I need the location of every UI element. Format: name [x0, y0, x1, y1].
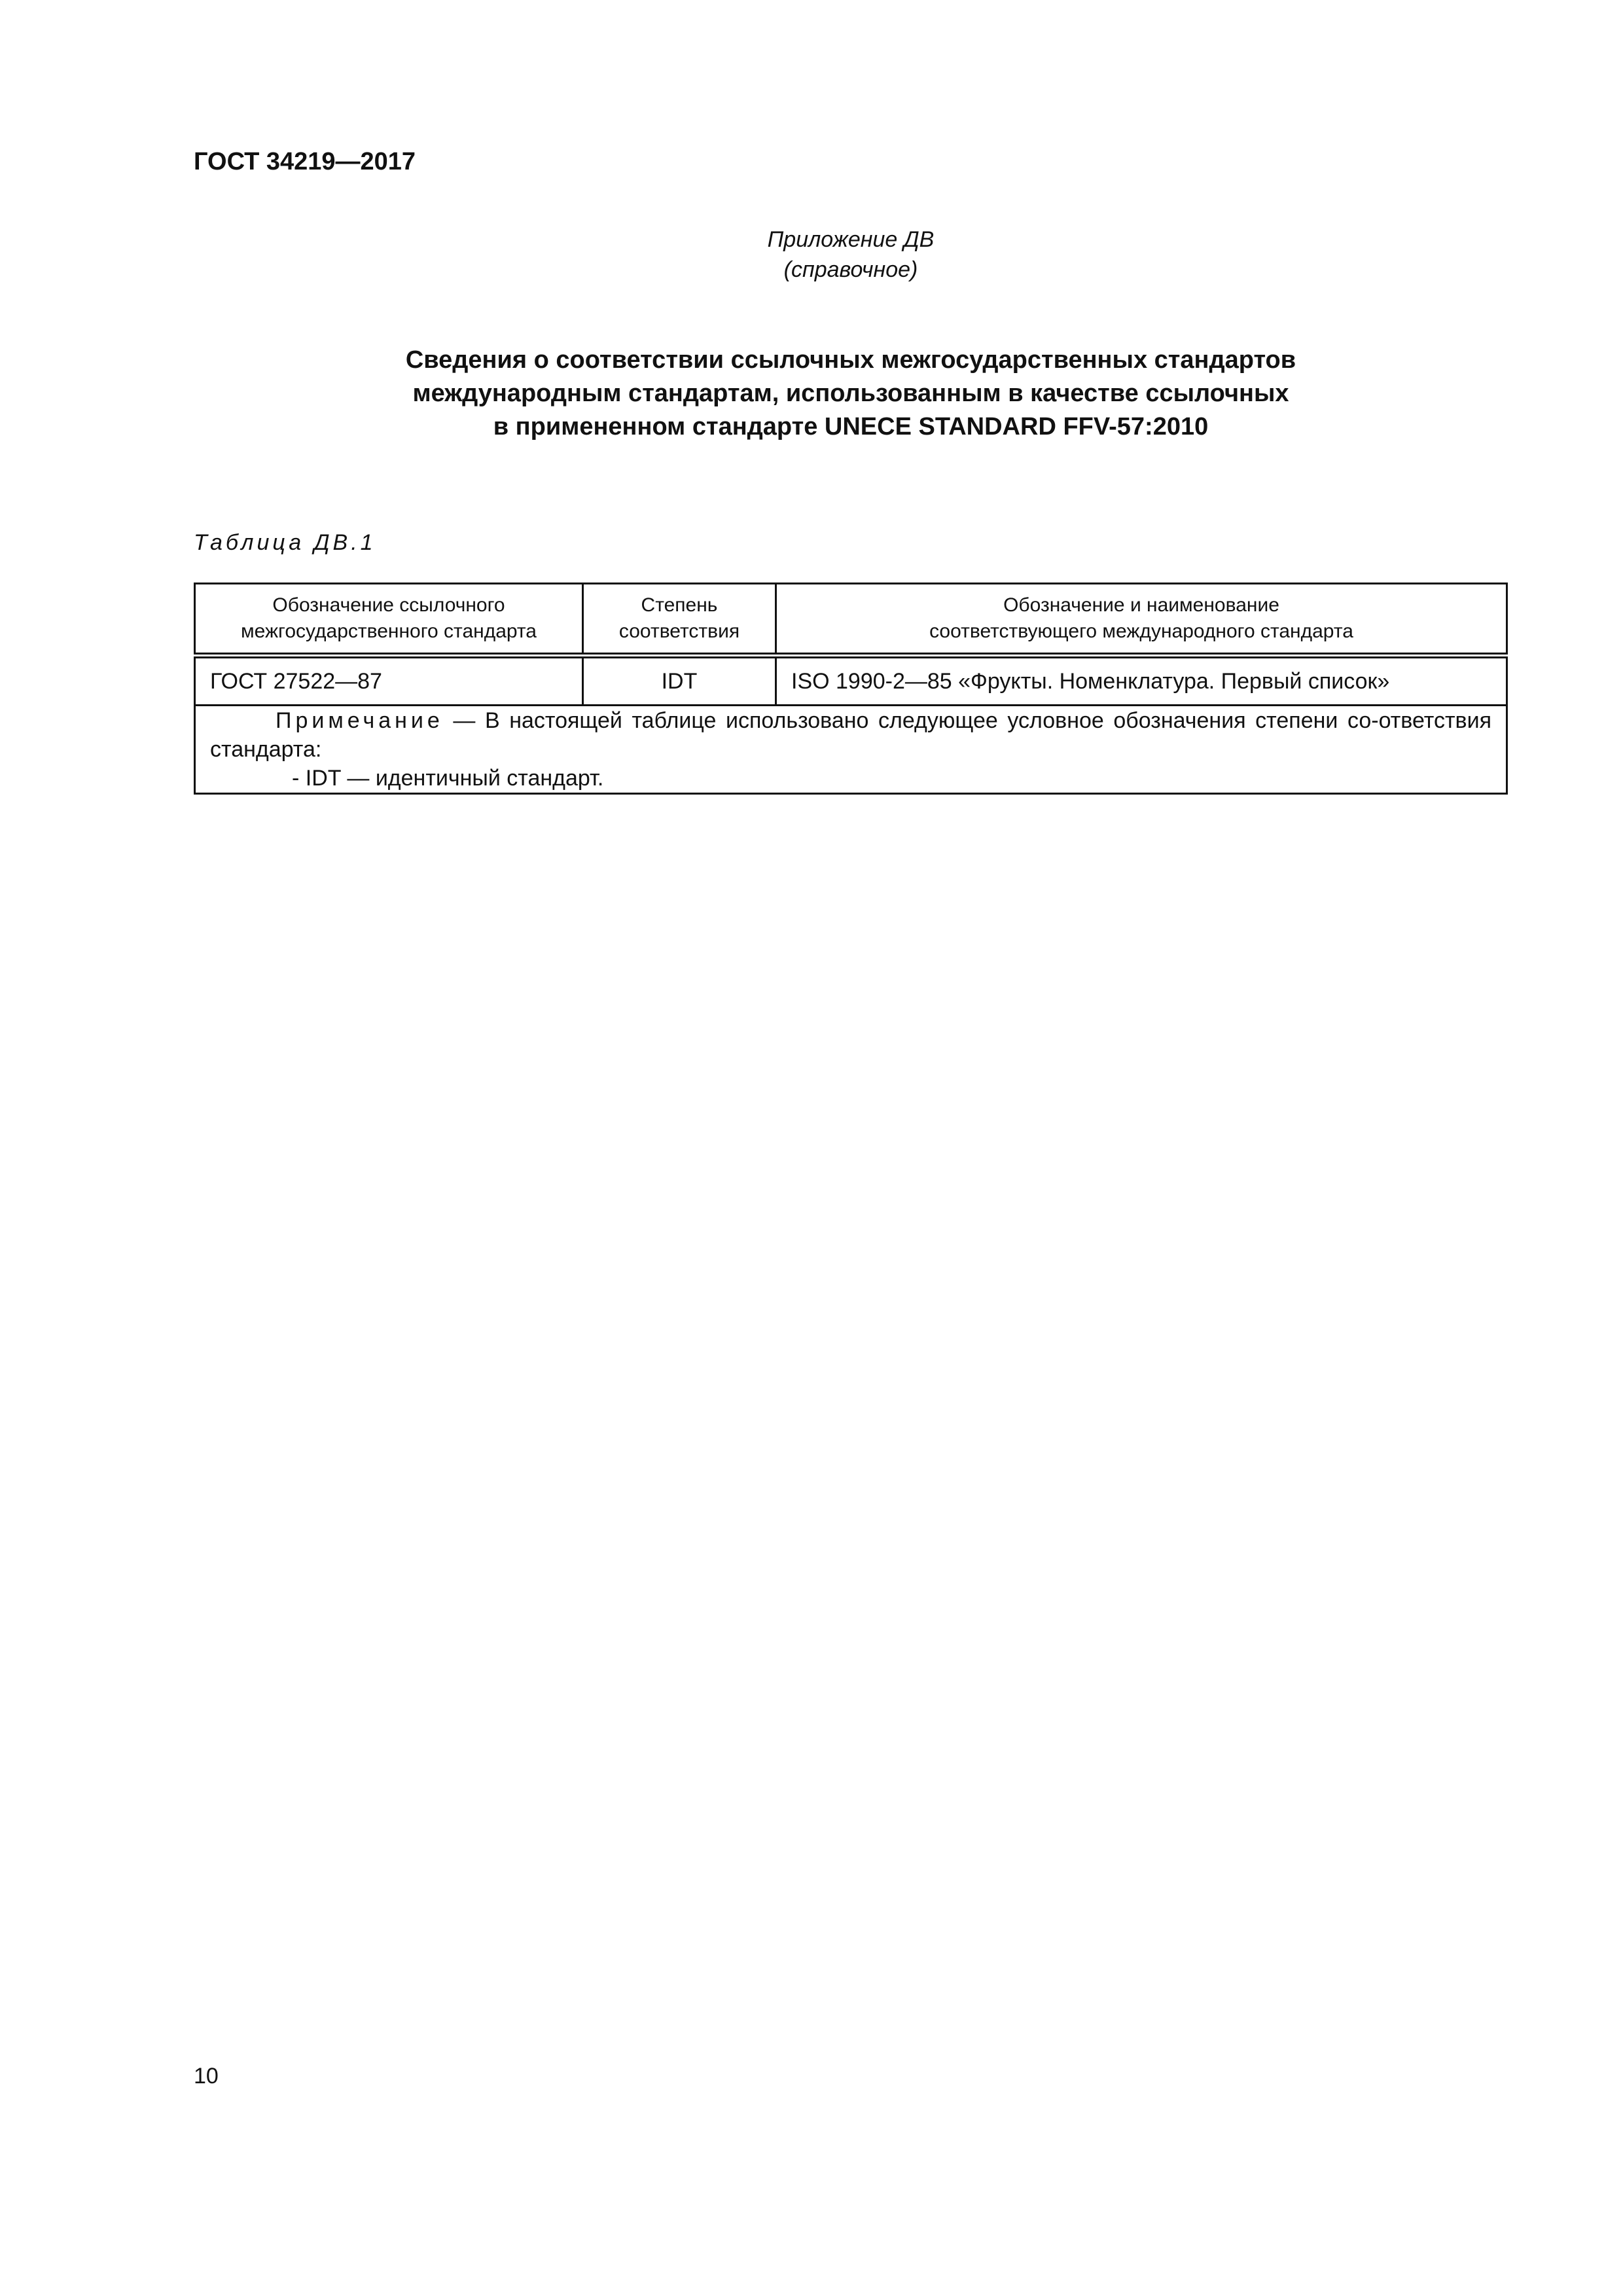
table-row — [195, 656, 1507, 706]
appendix-subtitle: (справочное) — [783, 257, 918, 282]
column-header-standard: Обозначение ссылочного межгосударственного стандарта — [195, 584, 583, 656]
section-title-line-2: международным стандартам, использованным в качестве ссылочных — [412, 380, 1289, 407]
note-item: - IDT — идентичный стандарт. — [292, 766, 604, 791]
note-text: — В настоящей таблице использовано следующее условное обозначения степени со-ответствия стандарта: — [210, 708, 1491, 762]
appendix-heading — [720, 224, 982, 285]
cell-degree: IDT — [583, 656, 776, 706]
column-header-degree: Степень соответствия — [583, 584, 776, 656]
cell-standard: ГОСТ 27522—87 — [195, 656, 583, 706]
table-caption: Таблица ДВ.1 — [194, 530, 376, 555]
section-title-line-3: в примененном стандарте UNECE STANDARD FFV-57:2010 — [493, 413, 1209, 440]
section-title-line-1: Сведения о соответствии ссылочных межгосударственных стандартов — [405, 346, 1296, 374]
table-note — [195, 706, 1507, 794]
reference-table — [194, 583, 1508, 795]
note-body — [210, 706, 1491, 764]
cell-international: ISO 1990-2—85 «Фрукты. Номенклатура. Первый список» — [776, 656, 1507, 706]
table-header-row — [195, 584, 1507, 656]
table-note-row — [195, 706, 1507, 794]
appendix-title: Приложение ДВ — [767, 227, 935, 252]
page-number: 10 — [194, 2064, 219, 2089]
section-title — [275, 344, 1427, 444]
note-label: Примечание — [276, 708, 444, 733]
document-code: ГОСТ 34219—2017 — [194, 148, 416, 175]
column-header-international: Обозначение и наименование соответствующего международного стандарта — [776, 584, 1507, 656]
